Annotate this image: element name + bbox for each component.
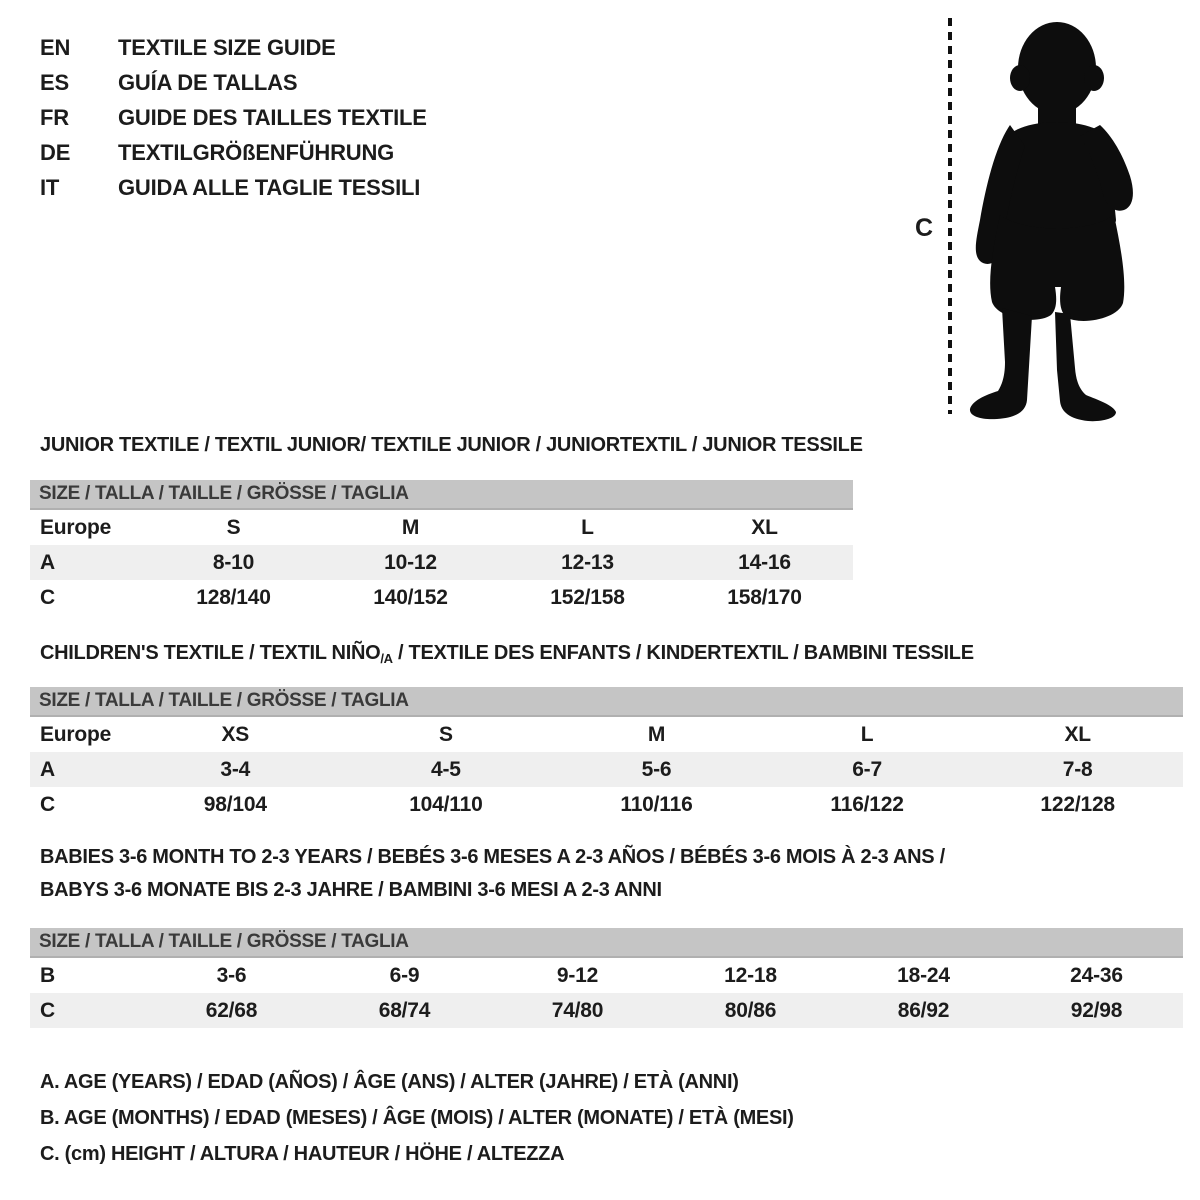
junior-row-age <box>30 545 853 580</box>
children-row-height <box>30 787 1183 822</box>
age-cell: 5-6 <box>641 757 672 781</box>
months-cell: 6-9 <box>389 963 420 987</box>
legend-line-a: A. AGE (YEARS) / EDAD (AÑOS) / ÂGE (ANS) / ALTER (JAHRE) / ETÀ (ANNI) <box>40 1071 739 1093</box>
height-cell: 122/128 <box>1040 792 1115 816</box>
size-cell: XL <box>751 515 778 539</box>
height-cell: 158/170 <box>727 585 802 609</box>
babies-size-header: SIZE / TALLA / TAILLE / GRÖSSE / TAGLIA <box>30 928 1183 958</box>
junior-row-europe <box>30 510 853 545</box>
months-cell: 3-6 <box>216 963 247 987</box>
babies-row-months <box>30 958 1183 993</box>
months-cell: 9-12 <box>556 963 599 987</box>
language-row-en <box>40 30 427 65</box>
height-cell: 152/158 <box>550 585 625 609</box>
height-cell: 74/80 <box>551 998 604 1022</box>
children-size-table <box>30 687 1183 822</box>
language-title: TEXTILE SIZE GUIDE <box>118 35 336 60</box>
language-title: TEXTILGRÖßENFÜHRUNG <box>118 140 395 165</box>
children-title-pre: CHILDREN'S TEXTILE / TEXTIL NIÑO <box>40 642 381 664</box>
height-cell: 140/152 <box>373 585 448 609</box>
babies-section-title-line1: BABIES 3-6 MONTH TO 2-3 YEARS / BEBÉS 3-6 MESES A 2-3 AÑOS / BÉBÉS 3-6 MOIS À 2-3 ANS / <box>40 846 945 868</box>
junior-row-height <box>30 580 853 615</box>
junior-section-title: JUNIOR TEXTILE / TEXTIL JUNIOR/ TEXTILE JUNIOR / JUNIORTEXTIL / JUNIOR TESSILE <box>40 434 863 456</box>
children-row-europe <box>30 717 1183 752</box>
children-title-subscript: /A <box>380 651 393 666</box>
height-cell: 68/74 <box>378 998 431 1022</box>
height-cell: 62/68 <box>205 998 258 1022</box>
language-row-it <box>40 170 427 205</box>
row-label: C <box>40 792 55 816</box>
size-cell: S <box>438 722 453 746</box>
junior-size-header: SIZE / TALLA / TAILLE / GRÖSSE / TAGLIA <box>30 480 853 510</box>
height-measure-label: C <box>915 214 933 242</box>
toddler-silhouette <box>970 22 1133 421</box>
size-cell: S <box>226 515 241 539</box>
language-title: GUIDE DES TAILLES TEXTILE <box>118 105 427 130</box>
height-cell: 92/98 <box>1070 998 1123 1022</box>
language-title: GUIDA ALLE TAGLIE TESSILI <box>118 175 421 200</box>
age-cell: 8-10 <box>212 550 255 574</box>
size-cell: L <box>581 515 594 539</box>
age-cell: 10-12 <box>384 550 437 574</box>
language-title-list <box>40 30 427 205</box>
babies-section-title-line2: BABYS 3-6 MONATE BIS 2-3 JAHRE / BAMBINI 3-6 MESI A 2-3 ANNI <box>40 879 662 901</box>
children-section-title <box>40 642 974 666</box>
legend-line-b: B. AGE (MONTHS) / EDAD (MESES) / ÂGE (MOIS) / ALTER (MONATE) / ETÀ (MESI) <box>40 1107 794 1129</box>
height-cell: 104/110 <box>409 792 483 816</box>
row-label: B <box>40 963 55 987</box>
months-cell: 12-18 <box>724 963 777 987</box>
language-row-fr <box>40 100 427 135</box>
babies-row-height <box>30 993 1183 1028</box>
row-label: Europe <box>40 722 112 746</box>
language-code: EN <box>40 35 71 60</box>
language-title: GUÍA DE TALLAS <box>118 70 298 95</box>
size-cell: XS <box>221 722 250 746</box>
language-code: DE <box>40 140 71 165</box>
height-cell: 128/140 <box>196 585 271 609</box>
row-label: C <box>40 585 55 609</box>
age-cell: 6-7 <box>852 757 882 781</box>
age-cell: 14-16 <box>738 550 791 574</box>
toddler-silhouette-figure <box>940 10 1155 422</box>
months-cell: 24-36 <box>1070 963 1123 987</box>
row-label: C <box>40 998 55 1022</box>
junior-size-table <box>30 480 853 615</box>
language-code: FR <box>40 105 69 130</box>
legend-line-c: C. (cm) HEIGHT / ALTURA / HAUTEUR / HÖHE / ALTEZZA <box>40 1143 565 1165</box>
children-row-age <box>30 752 1183 787</box>
height-cell: 80/86 <box>724 998 777 1022</box>
age-cell: 4-5 <box>431 757 461 781</box>
row-label: A <box>40 550 55 574</box>
age-cell: 7-8 <box>1062 757 1093 781</box>
height-cell: 86/92 <box>897 998 950 1022</box>
size-cell: M <box>647 722 666 746</box>
language-row-es <box>40 65 427 100</box>
age-cell: 3-4 <box>220 757 251 781</box>
language-code: ES <box>40 70 69 95</box>
children-title-post: / TEXTILE DES ENFANTS / KINDERTEXTIL / BAMBINI TESSILE <box>392 642 974 664</box>
row-label: A <box>40 757 55 781</box>
height-cell: 110/116 <box>620 792 693 816</box>
months-cell: 18-24 <box>897 963 950 987</box>
height-cell: 98/104 <box>203 792 267 816</box>
children-size-header: SIZE / TALLA / TAILLE / GRÖSSE / TAGLIA <box>30 687 1183 717</box>
age-cell: 12-13 <box>561 550 614 574</box>
row-label: Europe <box>40 515 112 539</box>
babies-size-table <box>30 928 1183 1028</box>
size-cell: L <box>860 722 874 746</box>
measure-legend <box>40 1064 794 1172</box>
size-cell: XL <box>1064 722 1091 746</box>
language-row-de <box>40 135 427 170</box>
language-code: IT <box>40 175 60 200</box>
height-cell: 116/122 <box>830 792 904 816</box>
size-cell: M <box>401 515 420 539</box>
